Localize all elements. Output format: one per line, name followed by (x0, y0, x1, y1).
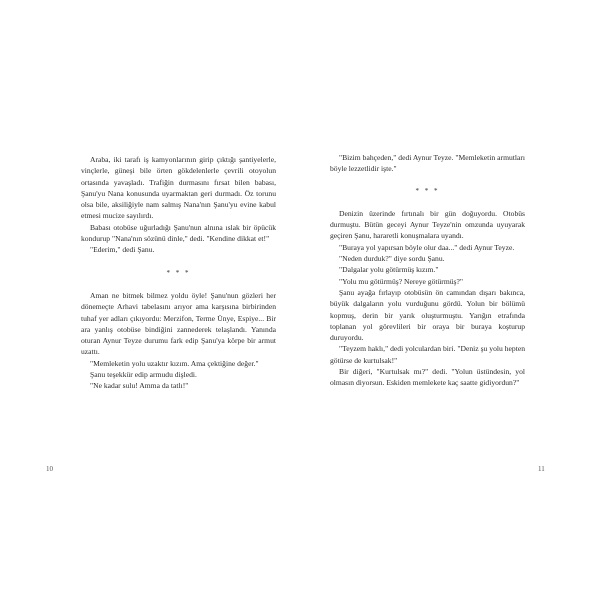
paragraph: "Ne kadar sulu! Amma da tatlı!" (90, 381, 189, 391)
paragraph: Şanu ayağa fırlayıp otobüsün ön camından dışarı bakınca, büyük dalgaların yolu vurduğunu gördü. Yolun bir bölümü kopmuş, derin bir yarık oluşturmuştu. Yarığın etrafında toplanan yol görevlileri bir oraya bir buraya koşturup duruyordu. (330, 287, 525, 343)
paragraph: Denizin üzerinde fırtınalı bir gün doğuyordu. Otobüs durmuştu. Bütün geceyi Aynur Teyze'nin omzunda uyuyarak geçiren Şanu, hararetli konuşmalara uyandı. (330, 208, 525, 241)
paragraph: Bir diğeri, "Kurtulsak mı?" dedi. "Yolun üstündesin, yol olmasın diyorsun. Eskiden memlekete kaç saatte gidiyordun?" (330, 367, 525, 388)
paragraph: "Yolu mu götürmüş? Nereye götürmüş?" (339, 276, 463, 286)
paragraph: Araba, iki tarafı iş kamyonlarının girip çıktığı şantiyelerle, vinçlerle, güneşi bile örten gökdelenlerle çevrili otoyolun ortasında yavaşladı. Trafiğin durmasını fırsat bilen babası, Şanu'yu Nana konusunda uyarmaktan geri durmadı. Öz torunu olsa bile, aksiliğiyle nam salmış Nana'nın Şanu'yu evine kabul etmesi mucize sayılırdı. (81, 155, 276, 221)
paragraph: Aman ne bitmek bilmez yoldu öyle! Şanu'nun gözleri her dönemeçte Arhavi tabelasını arıyor ama karşısına birbirinden tuhaf yer adları çıkıyordu: Merzifon, Terme Ünye, Espiye... Bir ara yanlış otobüse bindiğini zannederek telaşlandı. Yanında oturan Aynur Teyze durumu fark edip Şanu'ya körpe bir armut uzattı. (81, 290, 276, 357)
paragraph: "Neden durduk?" diye sordu Şanu. (339, 254, 445, 264)
paragraph: "Teyzem haklı," dedi yolculardan biri. "Deniz şu yolu hepten götürse de kurtulsak!" (330, 344, 525, 365)
paragraph: Babası otobüse uğurladığı Şanu'nun alnına ıslak bir öpücük kondurup "Nana'nın sözünü dinle," dedi. "Kendine dikkat et!" (81, 222, 276, 244)
right-page (300, 0, 600, 600)
left-page-text (81, 154, 276, 392)
paragraph: "Memleketin yolu uzaktır kızım. Ama çektiğine değer." (90, 358, 259, 368)
right-page-text (330, 152, 525, 389)
paragraph: "Buraya yol yapırsan böyle olur daa..." dedi Aynur Teyze. (339, 242, 515, 252)
paragraph: Şanu teşekkür edip armudu dişledi. (90, 370, 197, 380)
page-number: 10 (46, 465, 53, 473)
paragraph: "Ederim," dedi Şanu. (90, 245, 155, 255)
section-separator: * * * (166, 268, 191, 277)
section-separator: * * * (415, 186, 440, 195)
paragraph: "Dalgalar yolu götürmüş kızım." (339, 265, 439, 275)
page-number: 11 (538, 465, 545, 473)
paragraph: "Bizim bahçeden," dedi Aynur Teyze. "Memleketin armutları böyle lezzetlidir işte." (330, 153, 525, 174)
